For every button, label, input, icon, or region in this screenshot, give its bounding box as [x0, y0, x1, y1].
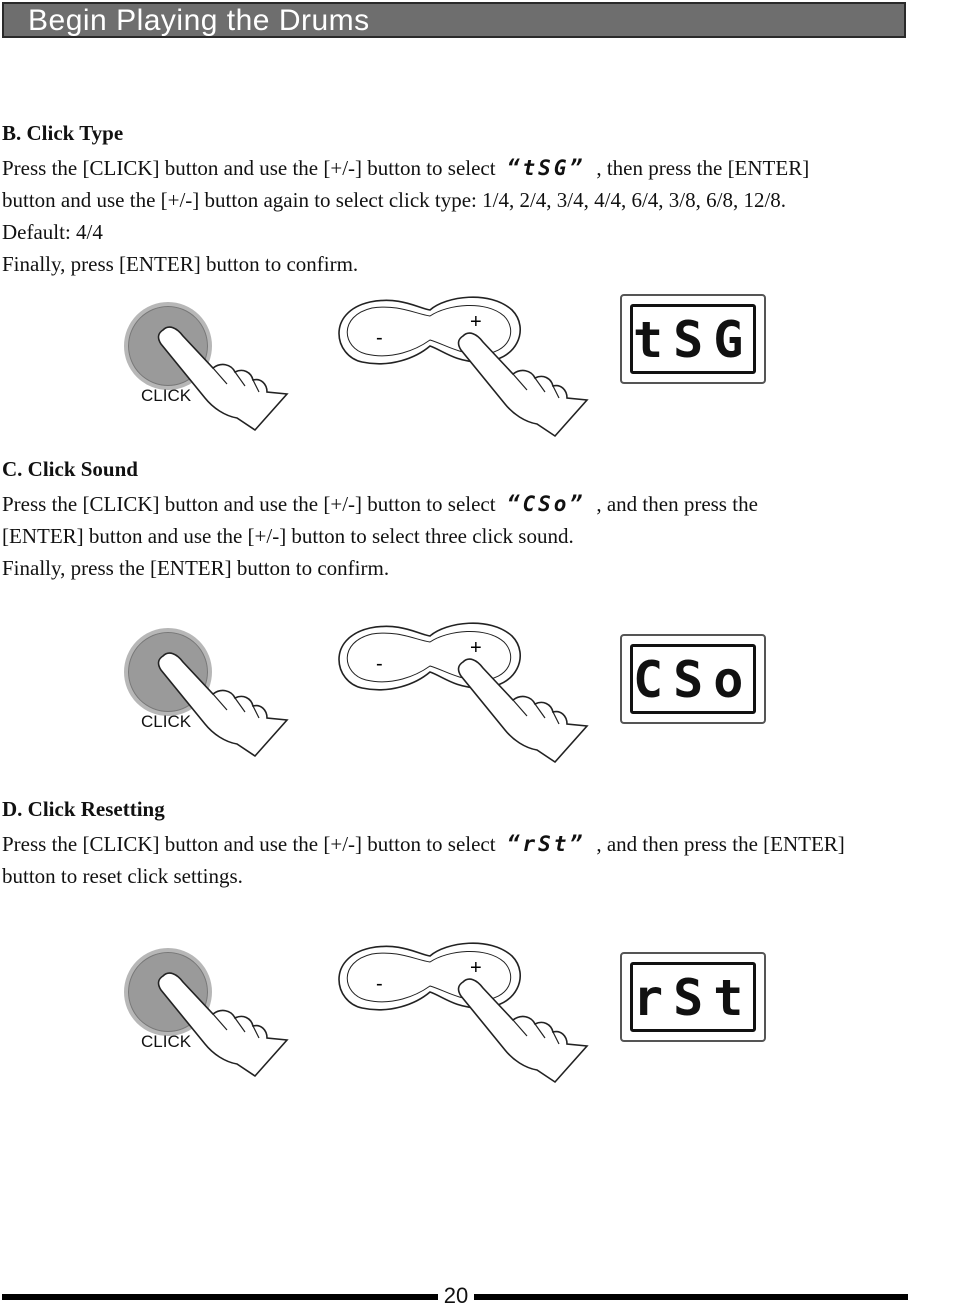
click-label: CLICK — [141, 712, 192, 731]
lcd-display — [620, 952, 766, 1042]
paragraph-line: button to reset click settings. — [2, 864, 243, 888]
lcd-display — [620, 634, 766, 724]
section-click-type — [2, 118, 960, 280]
pointing-hand-icon — [455, 974, 595, 1084]
section-click-sound — [2, 454, 960, 584]
click-label: CLICK — [141, 1032, 192, 1051]
pointing-hand-icon — [155, 648, 295, 758]
lcd-code-inline: CSo — [522, 492, 570, 516]
figure-click-resetting — [0, 938, 961, 1088]
page-title: Begin Playing the Drums — [28, 4, 370, 37]
pointing-hand-icon — [155, 968, 295, 1078]
plus-label: + — [470, 957, 482, 979]
lcd-text: CSo — [633, 651, 754, 709]
minus-label: - — [376, 973, 383, 995]
section-heading: B. Click Type — [2, 121, 124, 145]
section-heading: D. Click Resetting — [2, 797, 165, 821]
paragraph-line: Default: 4/4 — [2, 220, 103, 244]
minus-label: - — [376, 327, 383, 349]
pointing-hand-icon — [455, 654, 595, 764]
paragraph-line: button and use the [+/-] button again to select click type: 1/4, 2/4, 3/4, 4/4, 6/4, 3/8, 6/8, 12/8. — [2, 188, 787, 212]
click-label: CLICK — [141, 386, 192, 405]
paragraph-line: Press the [CLICK] button and use the [+/-] button to select “CSo” , and then press the — [2, 492, 758, 516]
paragraph-line: Finally, press [ENTER] button to confirm. — [2, 252, 359, 276]
section-heading: C. Click Sound — [2, 457, 138, 481]
lcd-text: tSG — [633, 311, 754, 369]
paragraph-line: Press the [CLICK] button and use the [+/-] button to select “tSG” , then press the [ENTER] — [2, 156, 810, 180]
page-number: 20 — [443, 1283, 469, 1308]
section-click-resetting — [2, 794, 960, 892]
footer-rule-left — [2, 1294, 438, 1300]
figure-click-sound — [0, 618, 961, 768]
pointing-hand-icon — [455, 328, 595, 438]
paragraph-line: [ENTER] button and use the [+/-] button to select three click sound. — [2, 524, 574, 548]
lcd-code-inline: rSt — [522, 832, 570, 856]
plus-label: + — [470, 311, 482, 333]
paragraph-line: Finally, press the [ENTER] button to confirm. — [2, 556, 390, 580]
plus-label: + — [470, 637, 482, 659]
header-bar — [2, 2, 906, 38]
lcd-code-inline: tSG — [522, 156, 570, 180]
lcd-text: rSt — [633, 969, 754, 1027]
pointing-hand-icon — [155, 322, 295, 432]
footer-rule-right — [474, 1294, 908, 1300]
lcd-display — [620, 294, 766, 384]
minus-label: - — [376, 653, 383, 675]
paragraph-line: Press the [CLICK] button and use the [+/-] button to select “rSt” , and then press the [ENTER] — [2, 832, 845, 856]
figure-click-type — [0, 292, 961, 442]
